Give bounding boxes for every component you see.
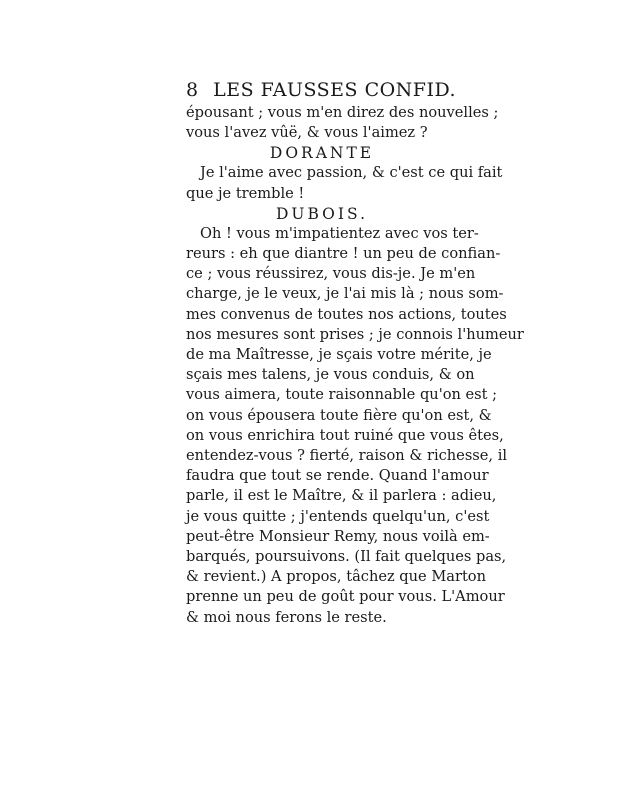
text-line: & revient.) A propos, tâchez que Marton xyxy=(186,568,486,586)
text-line: charge, je le veux, je l'ai mis là ; nous som- xyxy=(186,285,504,303)
text-line: reurs : eh que diantre ! un peu de confian- xyxy=(186,245,501,263)
text-line: & moi nous ferons le reste. xyxy=(186,608,387,626)
text-line: vous l'avez vûë, & vous l'aimez ? xyxy=(186,124,428,142)
text-line: on vous épousera toute fière qu'on est, & xyxy=(186,406,492,424)
text-line: mes convenus de toutes nos actions, toutes xyxy=(186,305,507,323)
text-line: prenne un peu de goût pour vous. L'Amour xyxy=(186,588,505,606)
text-line: faudra que tout se rende. Quand l'amour xyxy=(186,467,489,485)
text-line: barqués, poursuivons. (Il fait quelques pas, xyxy=(186,548,507,566)
text-line: ce ; vous réussirez, vous dis-je. Je m'en xyxy=(186,265,476,283)
speaker-name-dubois: DUBOIS. xyxy=(276,204,368,223)
text-line: peut-être Monsieur Remy, nous voilà em- xyxy=(186,527,490,545)
text-line: sçais mes talens, je vous conduis, & on xyxy=(186,366,475,384)
text-line: Oh ! vous m'impatientez avec vos ter- xyxy=(200,224,479,242)
text-line: Je l'aime avec passion, & c'est ce qui fait xyxy=(200,164,503,182)
speaker-name-dorante: DORANTE xyxy=(269,144,375,163)
show-through-texture xyxy=(184,548,507,628)
text-line: parle, il est le Maître, & il parlera : adieu, xyxy=(186,487,497,505)
text-line: épousant ; vous m'en direz des nouvelles ; xyxy=(186,104,499,121)
running-header xyxy=(186,79,458,101)
text-line: que je tremble ! xyxy=(186,184,305,202)
running-title: LES FAUSSES CONFID. xyxy=(213,79,457,101)
page-number: 8 xyxy=(186,79,199,101)
text-line: vous aimera, toute raisonnable qu'on est ; xyxy=(186,386,498,404)
text-line: je vous quitte ; j'entends quelqu'un, c'est xyxy=(186,507,490,525)
text-line: on vous enrichira tout ruiné que vous êtes, xyxy=(186,426,504,444)
text-line: entendez-vous ? fierté, raison & richesse, il xyxy=(186,447,508,465)
text-line: nos mesures sont prises ; je connois l'humeur xyxy=(186,325,524,343)
text-line: de ma Maîtresse, je sçais votre mérite, je xyxy=(186,346,492,364)
